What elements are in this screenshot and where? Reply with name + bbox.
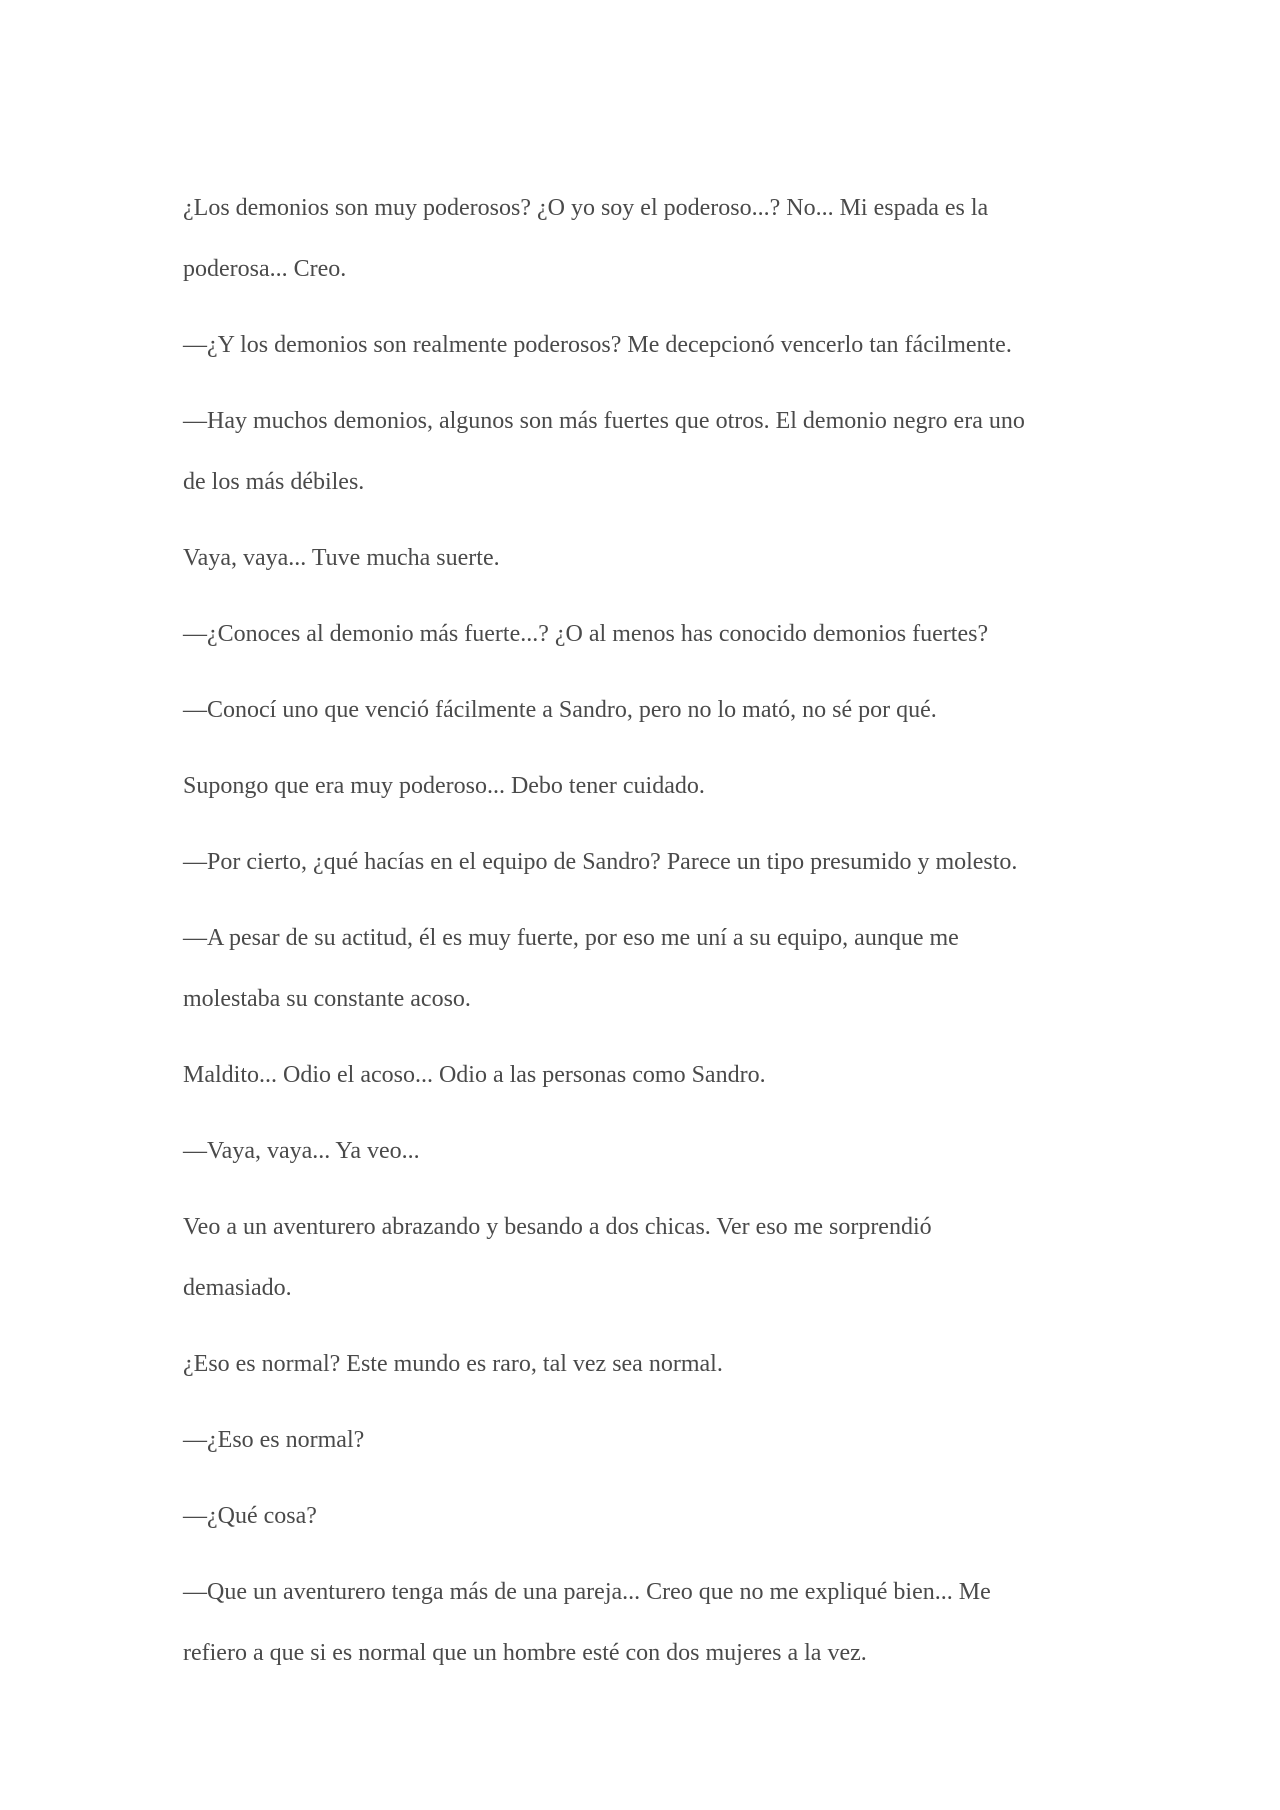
text-line: ¿Eso es normal? Este mundo es raro, tal vez sea normal. — [183, 1351, 723, 1377]
text-line: Maldito... Odio el acoso... Odio a las personas como Sandro. — [183, 1062, 766, 1088]
text-line: poderosa... Creo. — [183, 256, 347, 282]
text-line: —A pesar de su actitud, él es muy fuerte, por eso me uní a su equipo, aunque me — [183, 925, 959, 951]
text-line: demasiado. — [183, 1275, 292, 1301]
paragraph — [183, 315, 1103, 376]
text-line: —¿Qué cosa? — [183, 1503, 317, 1529]
paragraph — [183, 908, 1103, 1030]
paragraph — [183, 178, 1103, 300]
text-line: —¿Eso es normal? — [183, 1427, 365, 1453]
text-line: —Vaya, vaya... Ya veo... — [183, 1138, 420, 1164]
paragraph — [183, 832, 1103, 893]
text-line: —¿Conoces al demonio más fuerte...? ¿O al menos has conocido demonios fuertes? — [183, 621, 989, 647]
text-line: —Hay muchos demonios, algunos son más fuertes que otros. El demonio negro era uno — [183, 408, 1025, 434]
paragraph — [183, 1486, 1103, 1547]
document-body — [183, 178, 1103, 1699]
paragraph — [183, 680, 1103, 741]
text-line: —Conocí uno que venció fácilmente a Sandro, pero no lo mató, no sé por qué. — [183, 697, 937, 723]
text-line: refiero a que si es normal que un hombre esté con dos mujeres a la vez. — [183, 1640, 867, 1666]
text-line: Veo a un aventurero abrazando y besando a dos chicas. Ver eso me sorprendió — [183, 1214, 932, 1240]
paragraph — [183, 1121, 1103, 1182]
text-line: Vaya, vaya... Tuve mucha suerte. — [183, 545, 500, 571]
paragraph — [183, 1562, 1103, 1684]
paragraph — [183, 1334, 1103, 1395]
text-line: Supongo que era muy poderoso... Debo tener cuidado. — [183, 773, 705, 799]
text-line: —¿Y los demonios son realmente poderosos? Me decepcionó vencerlo tan fácilmente. — [183, 332, 1012, 358]
paragraph — [183, 604, 1103, 665]
text-line: de los más débiles. — [183, 469, 365, 495]
text-line: ¿Los demonios son muy poderosos? ¿O yo soy el poderoso...? No... Mi espada es la — [183, 195, 989, 221]
text-line: —Que un aventurero tenga más de una pareja... Creo que no me expliqué bien... Me — [183, 1579, 991, 1605]
paragraph — [183, 756, 1103, 817]
paragraph — [183, 528, 1103, 589]
paragraph — [183, 1045, 1103, 1106]
text-line: molestaba su constante acoso. — [183, 986, 471, 1012]
text-line: —Por cierto, ¿qué hacías en el equipo de Sandro? Parece un tipo presumido y molesto. — [183, 849, 1018, 875]
paragraph — [183, 391, 1103, 513]
paragraph — [183, 1410, 1103, 1471]
paragraph — [183, 1197, 1103, 1319]
